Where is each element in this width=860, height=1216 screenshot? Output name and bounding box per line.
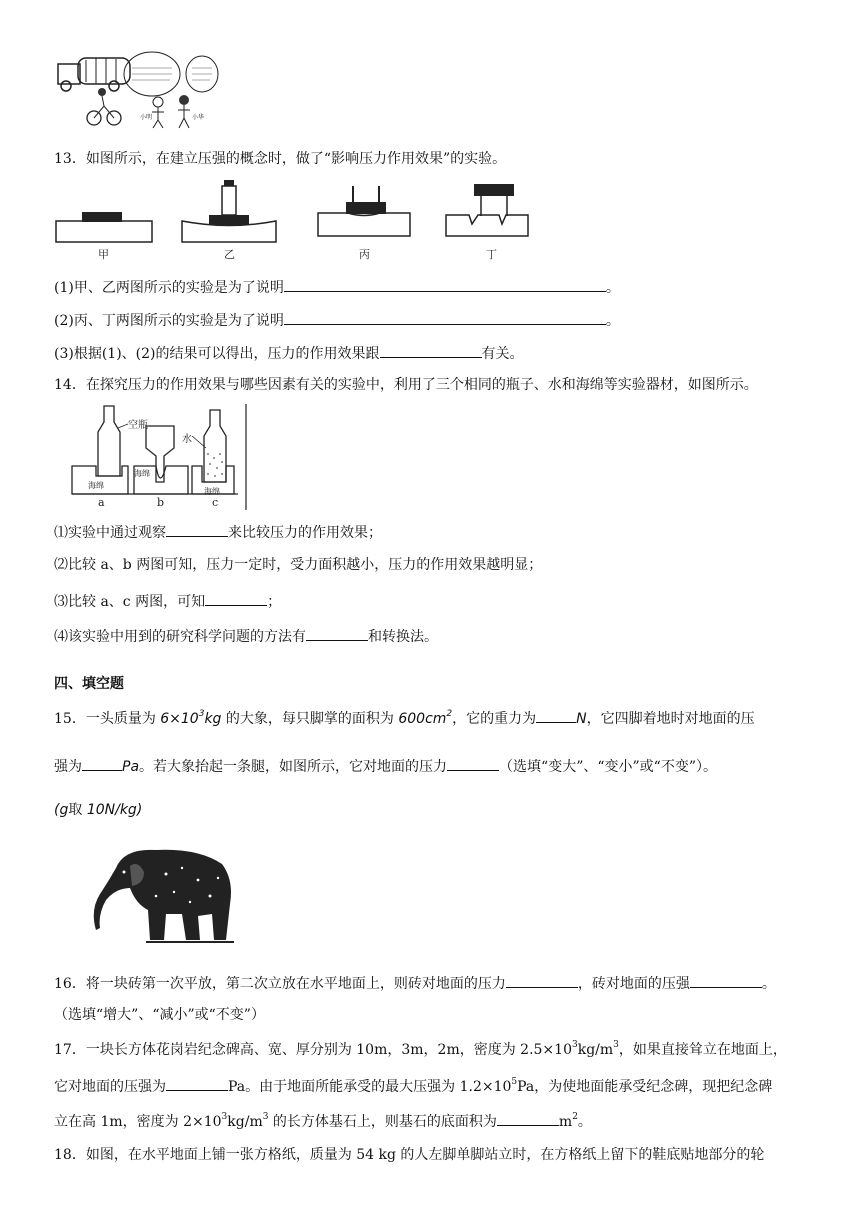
label-xiaoming: 小明 bbox=[140, 114, 153, 121]
q15-line2: 强为 Pa。若大象抬起一条腿，如图所示，它对地面的压力 （选填“变大”、“变小”或“不变”）。 bbox=[54, 755, 717, 777]
q14-part2: ⑵比较 a、b 两图可知，压力一定时，受力面积越小，压力的作用效果越明显； bbox=[54, 557, 543, 573]
q14-part1: ⑴实验中通过观察 来比较压力的作用效果； bbox=[54, 521, 382, 543]
q17-line2: 它对地面的压强为 Pa。由于地面所能承受的最大压强为 $1.2\times 10^5Pa$，为使地面能承受纪念碑，现把纪念碑 bbox=[54, 1075, 772, 1097]
q14-part4: ⑷该实验中用到的研究科学问题的方法有 和转换法。 bbox=[54, 625, 438, 647]
fig-label-ding: 丁 bbox=[486, 248, 497, 261]
q16-blank2[interactable] bbox=[690, 972, 762, 988]
q17-blank2[interactable] bbox=[497, 1110, 559, 1126]
q15-blank2[interactable] bbox=[82, 755, 122, 771]
q15-line3: (g取 10N/kg) bbox=[54, 802, 143, 818]
q14-part3: ⑶比较 a、c 两图，可知 ； bbox=[54, 590, 281, 612]
q13-blank1[interactable] bbox=[284, 276, 606, 292]
q13-figure bbox=[54, 178, 554, 266]
q14-text: 14．在探究压力的作用效果与哪些因素有关的实验中，利用了三个相同的瓶子、水和海绵等实验器材，如图所示。 bbox=[54, 377, 758, 393]
q13-part1: (1)甲、乙两图所示的实验是为了说明 。 bbox=[54, 276, 620, 298]
q13-part3: (3)根据(1)、(2)的结果可以得出，压力的作用效果跟 有关。 bbox=[54, 342, 524, 364]
fig-label-bing: 丙 bbox=[359, 248, 370, 261]
q14-blank3[interactable] bbox=[205, 590, 267, 606]
q16-blank1[interactable] bbox=[506, 972, 578, 988]
cartoon-figure bbox=[52, 44, 220, 130]
q13-blank3[interactable] bbox=[380, 342, 482, 358]
fig-sponge-c: 海绵 bbox=[204, 487, 220, 496]
section-heading: 四、填空题 bbox=[54, 676, 124, 692]
fig-empty-bottle: 空瓶 bbox=[128, 420, 148, 431]
q14-figure bbox=[70, 404, 250, 510]
fig-label-a: a bbox=[98, 496, 105, 509]
q13-part2: (2)丙、丁两图所示的实验是为了说明 。 bbox=[54, 309, 620, 331]
q16-line2: （选填“增大”、“减小”或“不变”） bbox=[54, 1007, 265, 1023]
q14-blank1[interactable] bbox=[166, 521, 228, 537]
label-xiaohua: 小华 bbox=[192, 114, 205, 121]
q13-text: 13．如图所示，在建立压强的概念时，做了“影响压力作用效果”的实验。 bbox=[54, 151, 507, 167]
q13-blank2[interactable] bbox=[284, 309, 606, 325]
q17-line3: 立在高 1m，密度为 $2\times 10^3kg/m^3$ 的长方体基石上，则基石的底面积为 $m^2$。 bbox=[54, 1110, 592, 1132]
fig-label-b: b bbox=[157, 496, 165, 509]
q17-line1: 17．一块长方体花岗岩纪念碑高、宽、厚分别为 10m，3m，2m，密度为 $2.5\times 10^3kg/m^3$，如果直接耸立在地面上， bbox=[54, 1040, 787, 1058]
elephant-figure bbox=[86, 844, 238, 948]
fig-label-yi: 乙 bbox=[224, 248, 235, 261]
fig-label-c: c bbox=[212, 496, 219, 509]
fig-water: 水 bbox=[182, 434, 192, 445]
q15-blank3[interactable] bbox=[447, 755, 499, 771]
fig-label-jia: 甲 bbox=[98, 248, 109, 261]
q16-line1: 16．将一块砖第一次平放，第二次立放在水平地面上，则砖对地面的压力 ，砖对地面的压强 。 bbox=[54, 972, 776, 994]
fig-sponge-b: 海绵 bbox=[134, 469, 150, 478]
q15-blank1[interactable] bbox=[536, 707, 576, 723]
q18-line1: 18．如图，在水平地面上铺一张方格纸，质量为 54 kg 的人左脚单脚站立时，在方格纸上留下的鞋底贴地部分的轮 bbox=[54, 1147, 765, 1163]
fig-sponge-a: 海绵 bbox=[88, 481, 104, 490]
q15-line1: 15．一头质量为 $6\times 10^3kg$ 的大象，每只脚掌的面积为 $600cm^2$，它的重力为 N，它四脚着地时对地面的压 bbox=[54, 707, 755, 729]
q14-blank4[interactable] bbox=[306, 625, 368, 641]
q17-blank1[interactable] bbox=[166, 1075, 228, 1091]
